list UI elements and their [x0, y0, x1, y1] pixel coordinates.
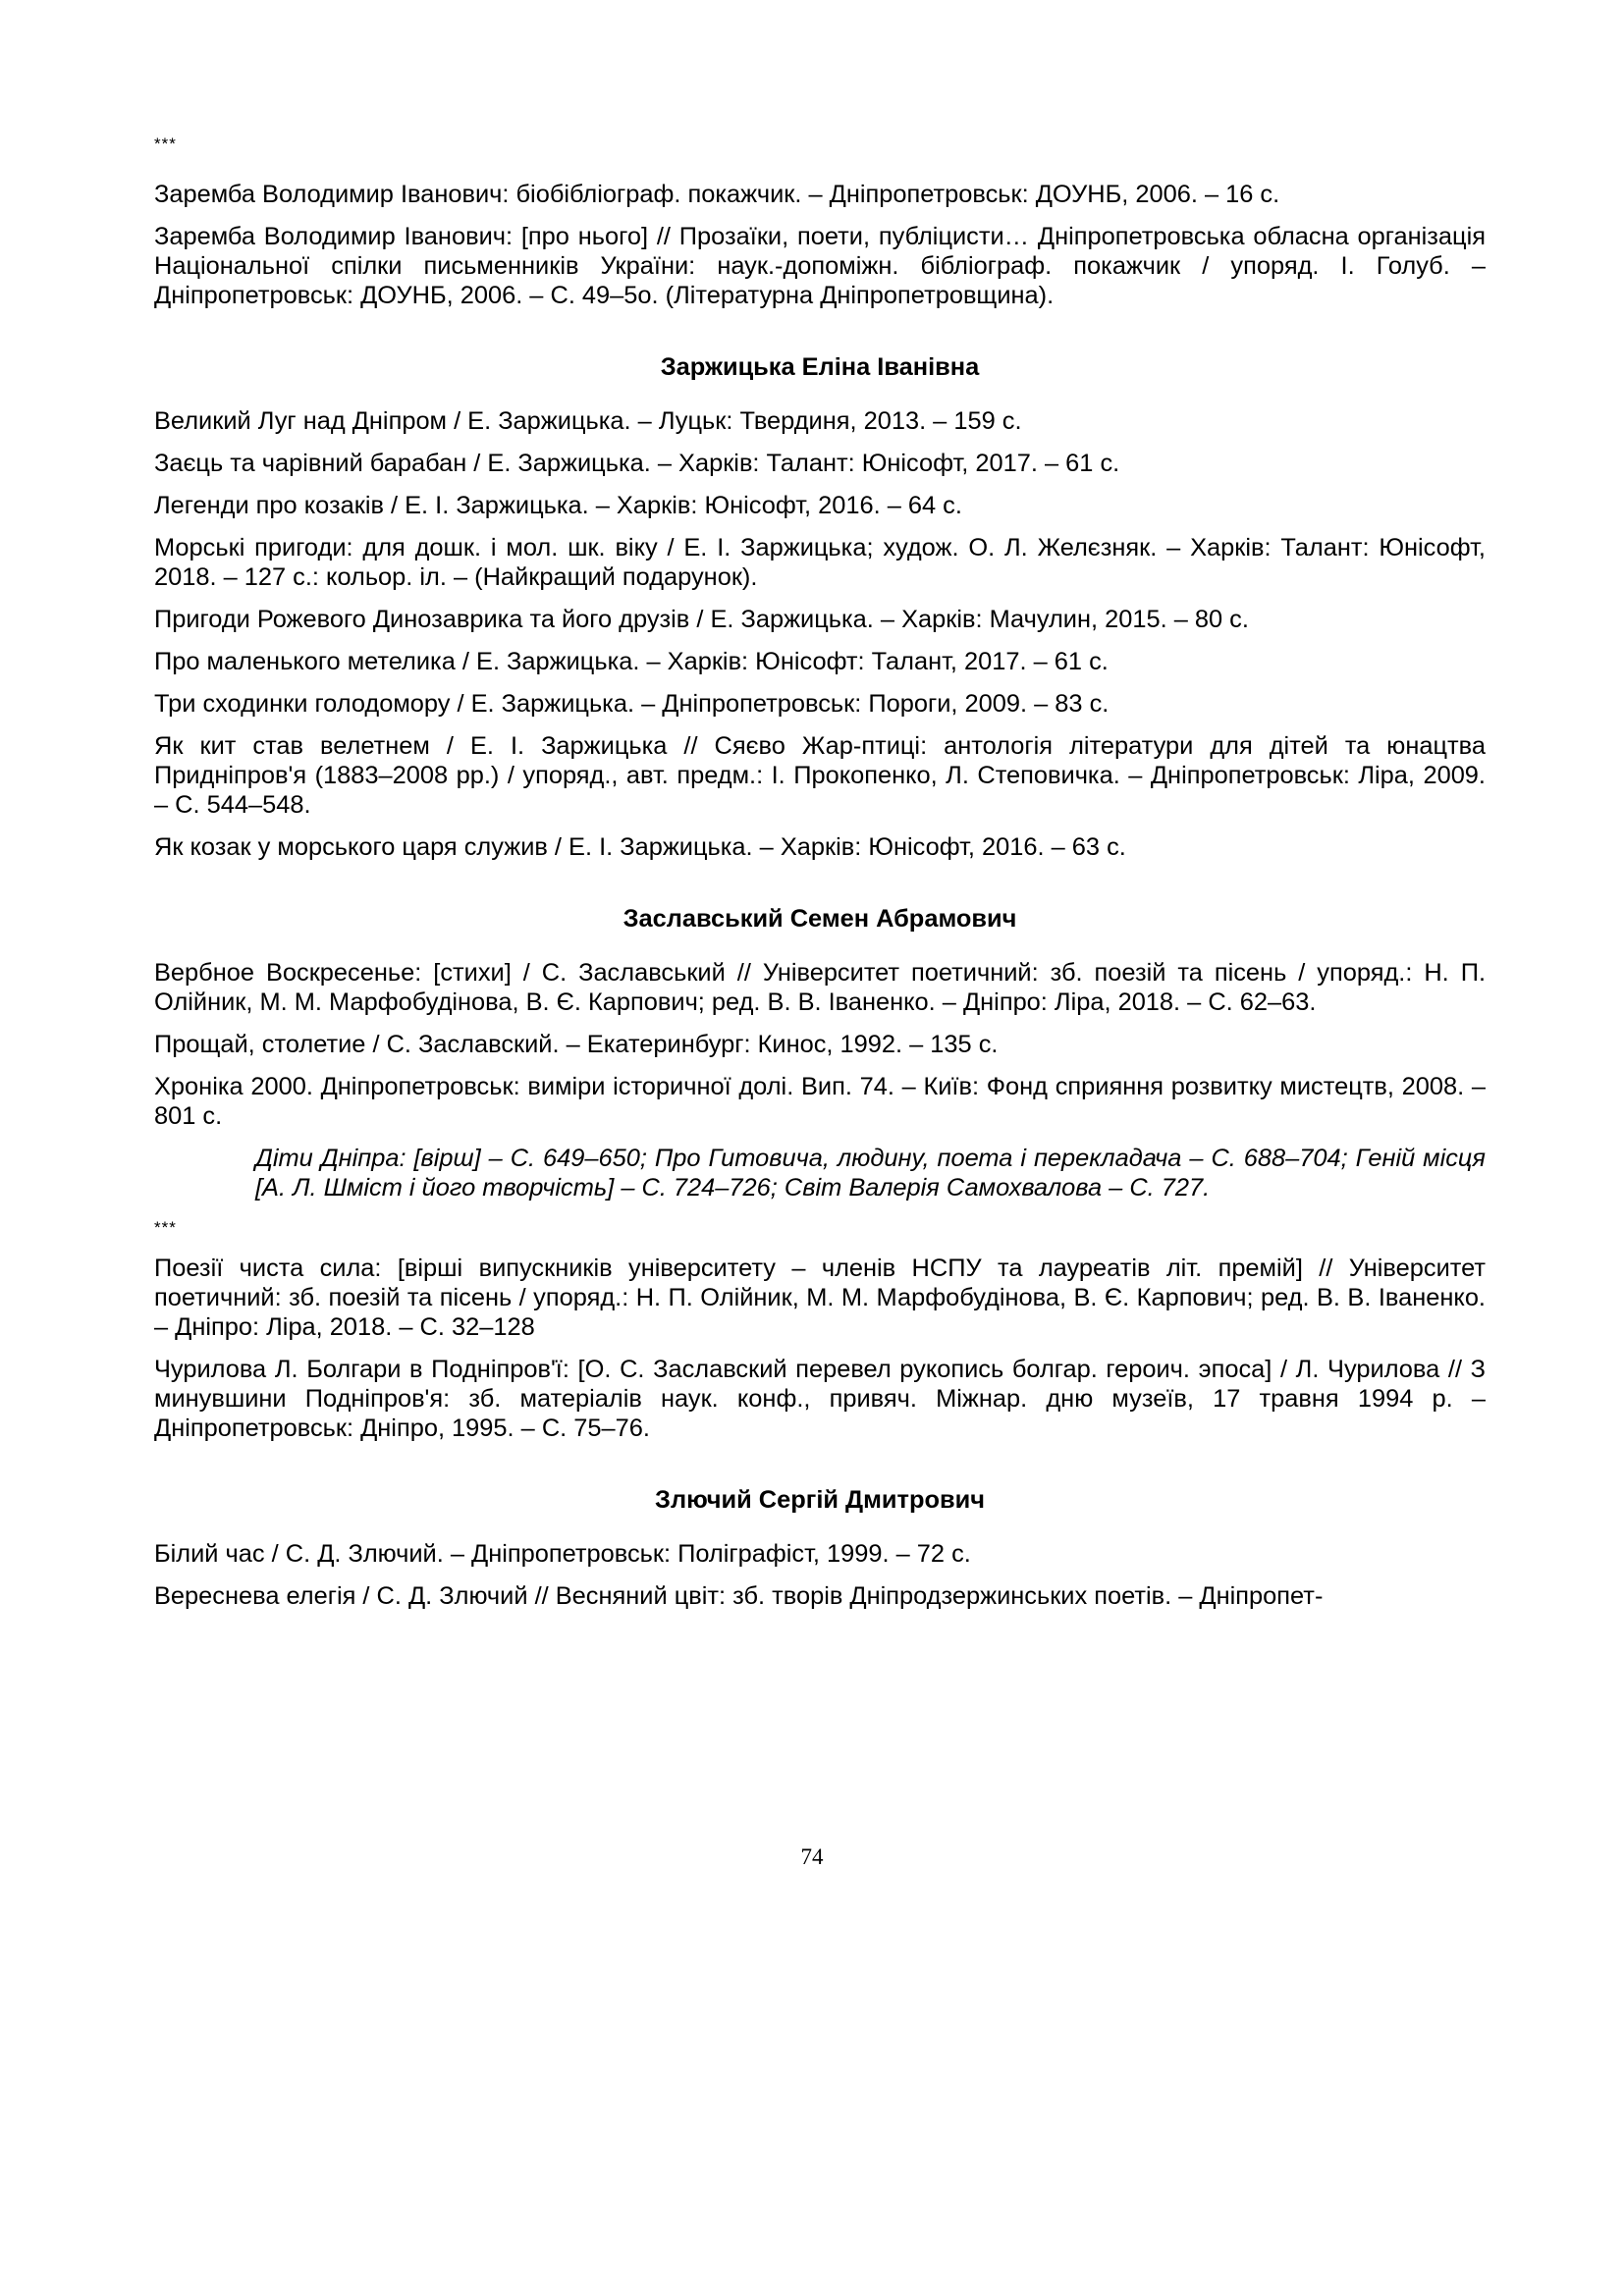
separator-stars: ***	[154, 134, 177, 153]
bibliography-entry: Заєць та чарівний барабан / Е. Заржицька. – Харків: Талант: Юнісофт, 2017. – 61 с.	[154, 450, 1120, 477]
bibliography-entry: Пригоди Рожевого Динозаврика та його друзів / Е. Заржицька. – Харків: Мачулин, 2015. – 80 с.	[154, 606, 1249, 633]
bibliography-entry: Заремба Володимир Іванович: біобібліограф. покажчик. – Дніпропетровськ: ДОУНБ, 2006. – 16 с.	[154, 181, 1280, 208]
bibliography-entry: Чурилова Л. Болгари в Подніпров'ї: [О. С. Заславский перевел рукопись болгар. героич. эпоса] / Л. Чурилова // З минувшини Подніпров'я: зб. матеріалів наук. конф., привяч. Міжнар. дню музеїв, 17 травня 1994 р. – Дніпропетровськ: Дніпро, 1995. – С. 75–76.	[154, 1356, 1486, 1442]
author-heading: Заславський Семен Абрамович	[623, 905, 1017, 933]
bibliography-entry: Поезії чиста сила: [вірші випускників університету – членів НСПУ та лауреатів літ. премій] // Університет поетичний: зб. поезій та пісень / упоряд.: Н. П. Олійник, М. М. Марфобудінова, В. Є. Карпович; ред. В. В. Іваненко. – Дніпро: Ліра, 2018. – С. 32–128	[154, 1255, 1486, 1341]
bibliography-entry: Білий час / С. Д. Злючий. – Дніпропетровськ: Поліграфіст, 1999. – 72 с.	[154, 1540, 971, 1568]
page-number: 74	[800, 1844, 824, 1869]
author-heading: Злючий Сергій Дмитрович	[655, 1486, 985, 1514]
bibliography-entry: Великий Луг над Дніпром / Е. Заржицька. – Луцьк: Твердиня, 2013. – 159 с.	[154, 407, 1022, 435]
bibliography-entry: Легенди про козаків / Е. І. Заржицька. – Харків: Юнісофт, 2016. – 64 с.	[154, 492, 962, 519]
bibliography-entry: Як кит став велетнем / Е. І. Заржицька // Сяєво Жар-птиці: антологія літератури для дітей та юнацтва Придніпров'я (1883–2008 рр.) / упоряд., авт. предм.: І. Прокопенко, Л. Степовичка. – Дніпропетровськ: Ліра, 2009. – С. 544–548.	[154, 732, 1486, 819]
bibliography-entry: Про маленького метелика / Е. Заржицька. – Харків: Юнісофт: Талант, 2017. – 61 с.	[154, 648, 1109, 675]
document-body	[154, 134, 1486, 1624]
bibliography-entry: Прощай, столетие / С. Заславский. – Екатеринбург: Кинос, 1992. – 135 с.	[154, 1031, 999, 1058]
contents-sub-entry: Діти Дніпра: [вірш] – С. 649–650; Про Гитовича, людину, поета і перекладача – С. 688–704; Геній місця [А. Л. Шміст і його творчість] – С. 724–726; Світ Валерія Самохвалова – С. 727.	[255, 1145, 1486, 1201]
bibliography-entry: Вербное Воскресенье: [стихи] / С. Заславський // Університет поетичний: зб. поезій та пісень / упоряд.: Н. П. Олійник, М. М. Марфобудінова, В. Є. Карпович; ред. В. В. Іваненко. – Дніпро: Ліра, 2018. – С. 62–63.	[154, 959, 1486, 1016]
bibliography-entry: Як козак у морського царя служив / Е. І. Заржицька. – Харків: Юнісофт, 2016. – 63 с.	[154, 833, 1126, 861]
bibliography-entry: Вереснева елегія / С. Д. Злючий // Весняний цвіт: зб. творів Дніпродзержинських поетів. – Дніпропет-	[154, 1582, 1324, 1610]
separator-stars: ***	[154, 1218, 177, 1237]
bibliography-entry: Морські пригоди: для дошк. і мол. шк. віку / Е. І. Заржицька; худож. О. Л. Желєзняк. – Харків: Талант: Юнісофт, 2018. – 127 с.: кольор. іл. – (Найкращий подарунок).	[154, 534, 1486, 591]
bibliography-entry: Три сходинки голодомору / Е. Заржицька. – Дніпропетровськ: Пороги, 2009. – 83 с.	[154, 690, 1110, 718]
author-heading: Заржицька Еліна Іванівна	[660, 353, 980, 381]
bibliography-entry: Заремба Володимир Іванович: [про нього] // Прозаїки, поети, публіцисти… Дніпропетровська обласна організація Національної спілки письменників України: наук.-допоміжн. бібліограф. покажчик / упоряд. І. Голуб. – Дніпропетровськ: ДОУНБ, 2006. – С. 49–5о. (Літературна Дніпропетровщина).	[154, 223, 1486, 309]
bibliography-entry: Хроніка 2000. Дніпропетровськ: виміри історичної долі. Вип. 74. – Київ: Фонд сприяння розвитку мистецтв, 2008. – 801 с.	[154, 1073, 1486, 1130]
